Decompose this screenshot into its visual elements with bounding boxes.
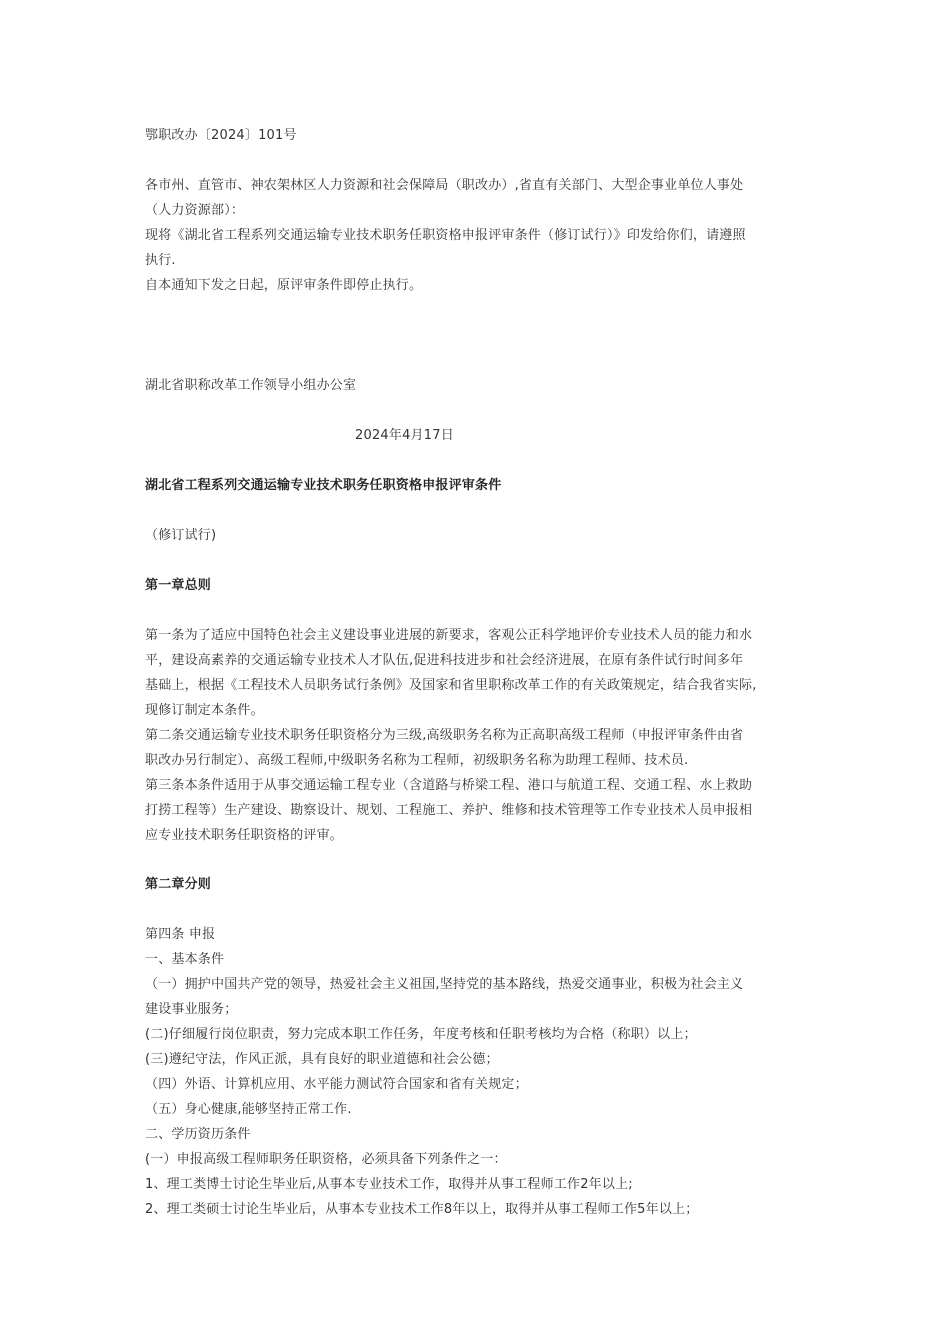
notice-line: 现将《湖北省工程系列交通运输专业技术职务任职资格申报评审条件（修订试行）》印发给你们，请遵照 bbox=[145, 228, 746, 243]
article-4-line: 1、理工类博士讨论生毕业后,从事本专业技术工作，取得并从事工程师工作2年以上; bbox=[145, 1177, 633, 1192]
article-4-line: （一）拥护中国共产党的领导，热爱社会主义祖国,坚持党的基本路线，热爱交通事业，积极为社会主义 bbox=[145, 977, 744, 992]
recipients-line: （人力资源部）： bbox=[145, 203, 245, 218]
issuer: 湖北省职称改革工作领导小组办公室 bbox=[145, 378, 357, 393]
article-2-line: 职改办另行制定）、高级工程师,中级职务名称为工程师，初级职务名称为助理工程师、技术员. bbox=[145, 753, 689, 768]
chapter-2-title: 第二章分则 bbox=[145, 877, 212, 892]
document-title: 湖北省工程系列交通运输专业技术职务任职资格申报评审条件 bbox=[145, 478, 502, 493]
article-4-line: 二、学历资历条件 bbox=[145, 1127, 251, 1142]
document-subtitle: （修订试行) bbox=[145, 528, 217, 543]
article-4-line: (一）申报高级工程师职务任职资格，必须具备下列条件之一： bbox=[145, 1152, 507, 1167]
doc-number: 鄂职改办〔2024〕101号 bbox=[145, 128, 297, 143]
article-4-line: 一、基本条件 bbox=[145, 952, 225, 967]
article-4-line: （四）外语、计算机应用、水平能力测试符合国家和省有关规定； bbox=[145, 1077, 528, 1092]
article-1-line: 现修订制定本条件。 bbox=[145, 703, 264, 718]
article-4-line: 建设事业服务； bbox=[145, 1002, 238, 1017]
issue-date: 2024年4月17日 bbox=[355, 428, 454, 443]
article-4-line: 第四条 申报 bbox=[145, 927, 216, 942]
article-3-line: 应专业技术职务任职资格的评审。 bbox=[145, 828, 344, 843]
article-3-line: 打捞工程等）生产建设、勘察设计、规划、工程施工、养护、维修和技术管理等工作专业技术人员申报相 bbox=[145, 803, 753, 818]
article-1-line: 第一条为了适应中国特色社会主义建设事业进展的新要求，客观公正科学地评价专业技术人员的能力和水 bbox=[145, 628, 753, 643]
notice-line: 执行. bbox=[145, 253, 176, 268]
article-4-line: （五）身心健康,能够坚持正常工作. bbox=[145, 1102, 352, 1117]
article-4-line: (二)仔细履行岗位职责，努力完成本职工作任务，年度考核和任职考核均为合格（称职）以上； bbox=[145, 1027, 697, 1042]
article-1-line: 平，建设高素养的交通运输专业技术人才队伍,促进科技进步和社会经济进展，在原有条件试行时间多年 bbox=[145, 653, 744, 668]
recipients-line: 各市州、直管市、神农架林区人力资源和社会保障局（职改办）,省直有关部门、大型企事业单位人事处 bbox=[145, 178, 744, 193]
article-1-line: 基础上，根据《工程技术人员职务试行条例》及国家和省里职称改革工作的有关政策规定，结合我省实际, bbox=[145, 678, 757, 693]
article-4-line: 2、理工类硕士讨论生毕业后，从事本专业技术工作8年以上，取得并从事工程师工作5年以上； bbox=[145, 1202, 699, 1217]
effective-line: 自本通知下发之日起，原评审条件即停止执行。 bbox=[145, 278, 423, 293]
article-3-line: 第三条本条件适用于从事交通运输工程专业（含道路与桥梁工程、港口与航道工程、交通工程、水上救助 bbox=[145, 778, 753, 793]
article-2-line: 第二条交通运输专业技术职务任职资格分为三级,高级职务名称为正高职高级工程师（申报评审条件由省 bbox=[145, 728, 744, 743]
chapter-1-title: 第一章总则 bbox=[145, 578, 212, 593]
article-4-line: (三)遵纪守法，作风正派，具有良好的职业道德和社会公德； bbox=[145, 1052, 499, 1067]
